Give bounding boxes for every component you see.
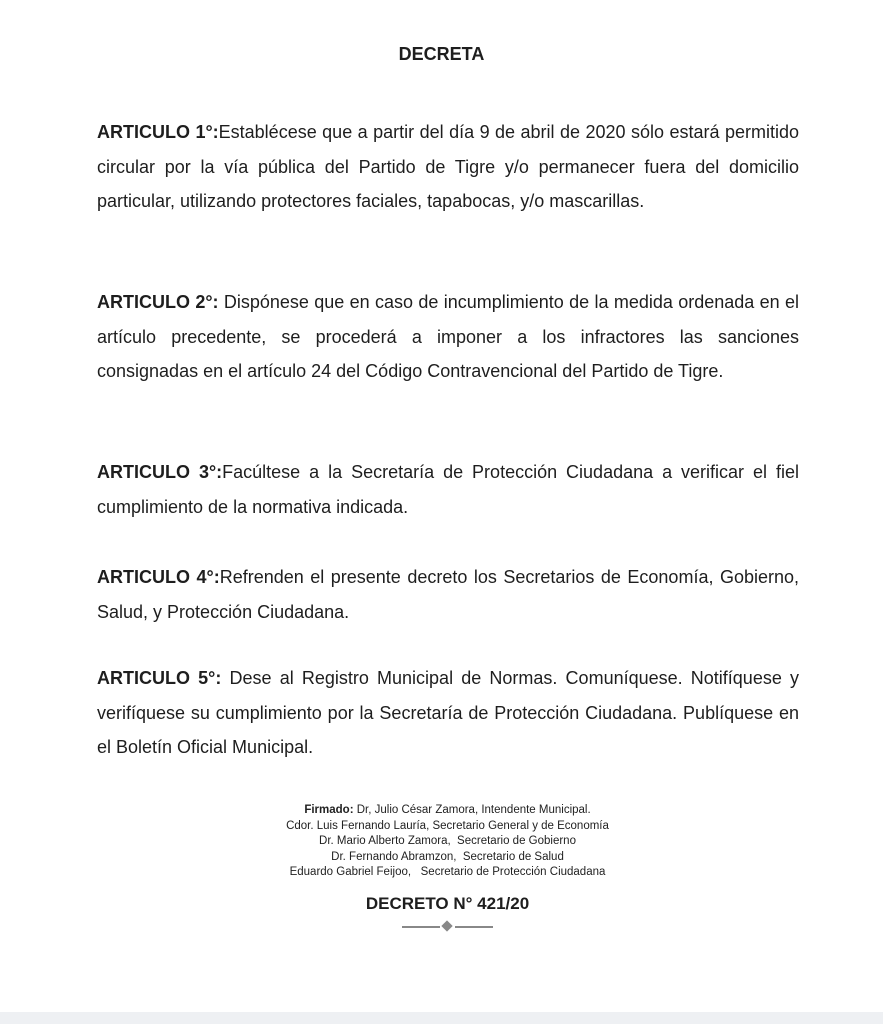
signature-line: Dr. Fernando Abramzon, Secretario de Salud [331, 850, 564, 863]
article-label: ARTICULO 1°: [97, 122, 219, 142]
article-text: Facúltese a la Secretaría de Protección Ciudadana a verificar el fiel cumplimiento de la normativa indicada. [97, 462, 799, 517]
signature-line: Dr. Mario Alberto Zamora, Secretario de Gobierno [319, 835, 576, 847]
bottom-edge [0, 1012, 883, 1024]
article-label: ARTICULO 2°: [97, 292, 219, 312]
signature-line: Eduardo Gabriel Feijoo, Secretario de Protección Ciudadana [289, 866, 606, 878]
article-text: Establécese que a partir del día 9 de abril de 2020 sólo estará permitido circular por la vía pública del Partido de Tigre y/o permanecer fuera del domicilio particular, utilizando protectores faciales, tapabocas, y/o mascarillas. [97, 122, 799, 211]
ornament-divider [402, 921, 494, 933]
article-2 [97, 285, 799, 389]
document-title: DECRETA [398, 44, 485, 64]
article-4 [97, 560, 799, 629]
signature-line: Cdor. Luis Fernando Lauría, Secretario General y de Economía [286, 819, 609, 832]
signature-block [0, 803, 883, 881]
article-label: ARTICULO 3°: [97, 462, 223, 482]
signatory: Dr, Julio César Zamora, Intendente Municipal. [353, 804, 591, 816]
article-label: ARTICULO 5°: [97, 668, 222, 688]
signed-label: Firmado: [304, 804, 354, 816]
article-text: Dese al Registro Municipal de Normas. Comuníquese. Notifíquese y verifíquese su cumplimiento por la Secretaría de Protección Ciudadana. Publíquese en el Boletín Oficial Municipal. [97, 668, 799, 757]
article-text: Refrenden el presente decreto los Secretarios de Economía, Gobierno, Salud, y Protección Ciudadana. [97, 567, 800, 622]
article-label: ARTICULO 4°: [97, 567, 220, 587]
article-5 [97, 661, 799, 765]
signature-line [0, 803, 883, 819]
article-1 [97, 115, 799, 219]
article-text: Dispónese que en caso de incumplimiento de la medida ordenada en el artículo precedente, se procederá a imponer a los infractores las sanciones consignadas en el artículo 24 del Código Contravencional del Partido de Tigre. [97, 292, 799, 381]
decree-number: DECRETO N° 421/20 [365, 894, 530, 913]
article-3 [97, 455, 799, 524]
